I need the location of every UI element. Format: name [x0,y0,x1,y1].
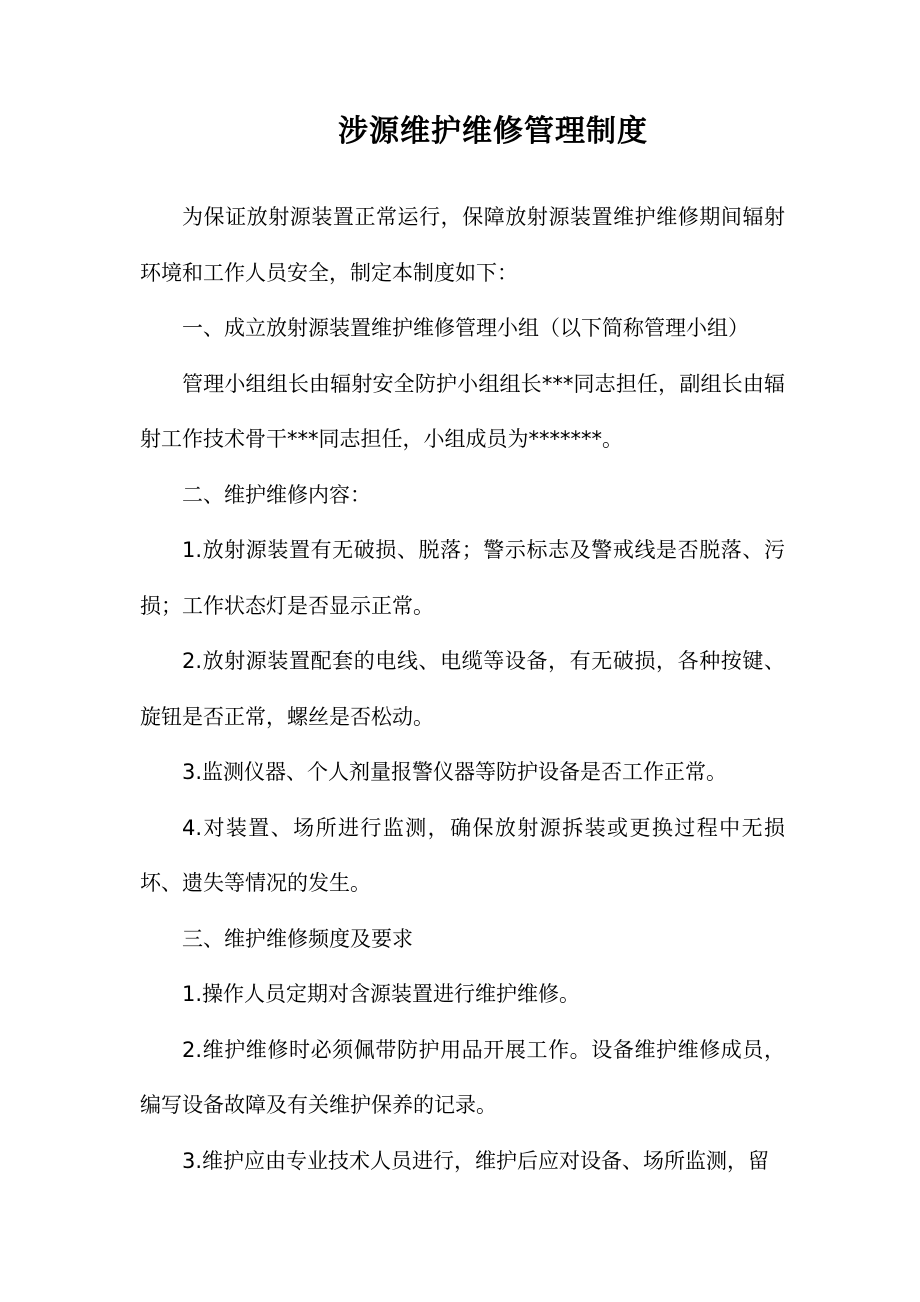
section-2-item-2: 2.放射源装置配套的电线、电缆等设备，有无破损，各种按键、旋钮是否正常，螺丝是否松动。 [140,649,785,729]
document-title: 涉源维护维修管理制度 [338,114,648,149]
section-2-item-1: 1.放射源装置有无破损、脱落；警示标志及警戒线是否脱落、污损；工作状态灯是否显示正常。 [140,538,785,618]
section-1-heading: 一、成立放射源装置维护维修管理小组（以下简称管理小组） [182,316,749,340]
section-3-heading: 三、维护维修频度及要求 [182,926,413,951]
section-2-heading: 二、维护维修内容： [182,482,371,507]
intro-paragraph: 为保证放射源装置正常运行，保障放射源装置维护维修期间辐射环境和工作人员安全，制定本制度如下： [140,205,785,285]
section-3-item-3: 3.维护应由专业技术人员进行，维护后应对设备、场所监测，留 [182,1148,770,1173]
section-2-item-4: 4.对装置、场所进行监测，确保放射源拆装或更换过程中无损坏、遗失等情况的发生。 [140,815,785,895]
document-body [140,190,785,1189]
section-3-item-2: 2.维护维修时必须佩带防护用品开展工作。设备维护维修成员，编写设备故障及有关维护保养的记录。 [140,1037,785,1117]
section-3-item-1: 1.操作人员定期对含源装置进行维护维修。 [182,982,581,1006]
section-2-item-3: 3.监测仪器、个人剂量报警仪器等防护设备是否工作正常。 [182,760,728,784]
section-1-paragraph: 管理小组组长由辐射安全防护小组组长***同志担任，副组长由辐射工作技术骨干***同志担任，小组成员为*******。 [140,371,785,451]
